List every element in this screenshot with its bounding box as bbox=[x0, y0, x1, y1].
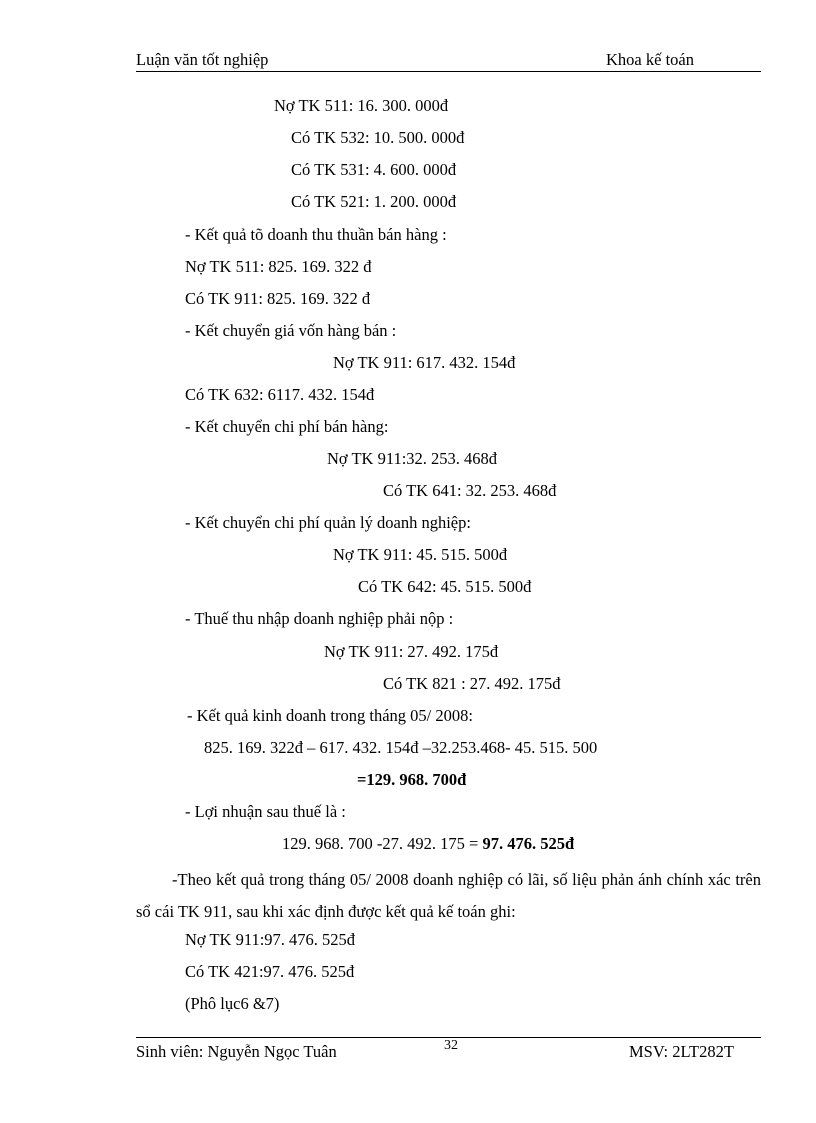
entry-credit-632: Có TK 632: 6117. 432. 154đ bbox=[185, 385, 375, 404]
entry-debit-911-admin: Nợ TK 911: 45. 515. 500đ bbox=[333, 545, 508, 564]
entry-debit-911-selling: Nợ TK 911:32. 253. 468đ bbox=[327, 449, 498, 468]
entry-credit-421: Có TK 421:97. 476. 525đ bbox=[185, 962, 355, 981]
entry-debit-911-tax: Nợ TK 911: 27. 492. 175đ bbox=[324, 642, 499, 661]
section-admin-expense: - Kết chuyển chi phí quản lý doanh nghiệp: bbox=[185, 513, 471, 532]
profit-calculation bbox=[282, 834, 574, 854]
conclusion-paragraph: -Theo kết quả trong tháng 05/ 2008 doanh nghiệp có lãi, số liệu phản ánh chính xác trên sổ cái TK 911, sau khi xác định được kết quả kế toán ghi: bbox=[136, 870, 761, 921]
header-title: Luận văn tốt nghiệp bbox=[136, 50, 269, 69]
header-rule bbox=[136, 71, 761, 72]
footer-student-id: MSV: 2LT282T bbox=[629, 1042, 734, 1061]
entry-credit-911-net: Có TK 911: 825. 169. 322 đ bbox=[185, 289, 371, 308]
result-calculation: 825. 169. 322đ – 617. 432. 154đ –32.253.468- 45. 515. 500 bbox=[204, 738, 598, 757]
entry-debit-511-net: Nợ TK 511: 825. 169. 322 đ bbox=[185, 257, 372, 276]
entry-credit-521: Có TK 521: 1. 200. 000đ bbox=[291, 192, 457, 211]
entry-debit-911-profit: Nợ TK 911:97. 476. 525đ bbox=[185, 930, 356, 949]
entry-credit-531: Có TK 531: 4. 600. 000đ bbox=[291, 160, 457, 179]
footer-student: Sinh viên: Nguyễn Ngọc Tuân bbox=[136, 1042, 337, 1061]
page-number: 32 bbox=[444, 1038, 458, 1053]
entry-credit-532: Có TK 532: 10. 500. 000đ bbox=[291, 128, 465, 147]
profit-total: 97. 476. 525đ bbox=[482, 834, 575, 853]
section-profit-after-tax: - Lợi nhuận sau thuế là : bbox=[185, 802, 346, 821]
section-business-result: - Kết quả kinh doanh trong tháng 05/ 2008: bbox=[187, 706, 473, 725]
appendix-reference: (Phô lục6 &7) bbox=[185, 994, 280, 1013]
section-income-tax: - Thuế thu nhập doanh nghiệp phải nộp : bbox=[185, 609, 454, 628]
header-department: Khoa kế toán bbox=[606, 50, 694, 69]
entry-credit-642: Có TK 642: 45. 515. 500đ bbox=[358, 577, 532, 596]
result-total: =129. 968. 700đ bbox=[357, 770, 467, 789]
profit-formula: 129. 968. 700 -27. 492. 175 = bbox=[282, 834, 483, 853]
section-cost-of-goods: - Kết chuyển giá vốn hàng bán : bbox=[185, 321, 397, 340]
entry-credit-641: Có TK 641: 32. 253. 468đ bbox=[383, 481, 557, 500]
entry-debit-511: Nợ TK 511: 16. 300. 000đ bbox=[274, 96, 449, 115]
section-selling-expense: - Kết chuyển chi phí bán hàng: bbox=[185, 417, 389, 436]
section-net-revenue: - Kết quả tõ doanh thu thuần bán hàng : bbox=[185, 225, 447, 244]
entry-credit-821: Có TK 821 : 27. 492. 175đ bbox=[383, 674, 561, 693]
entry-debit-911-cogs: Nợ TK 911: 617. 432. 154đ bbox=[333, 353, 516, 372]
